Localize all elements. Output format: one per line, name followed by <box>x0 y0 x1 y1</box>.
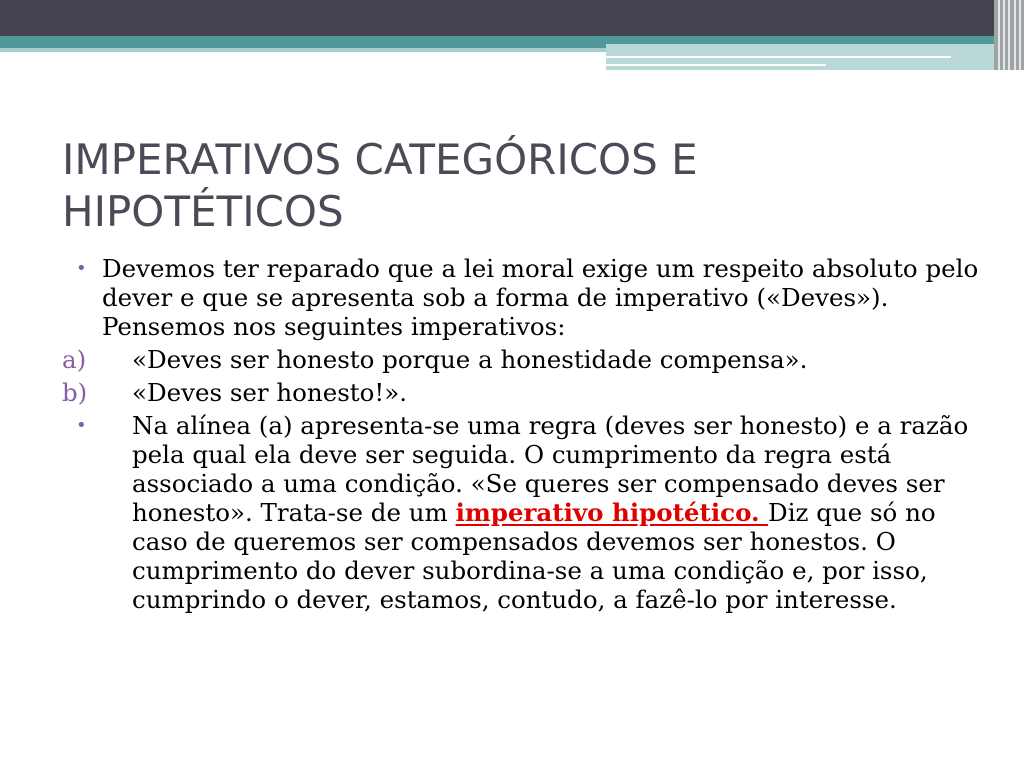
list-letter: b) <box>62 378 88 407</box>
slide-title: IMPERATIVOS CATEGÓRICOS E HIPOTÉTICOS <box>62 135 698 236</box>
bullet-item <box>74 411 994 614</box>
slide-body <box>62 254 994 618</box>
bullet-text: Na alínea (a) apresenta-se uma regra (deves ser honesto) e a razão pela qual ela deve ser seguida. O cumprimento da regra está associado a uma condição. «Se queres ser compensado deves ser honesto». Trata-se de um <box>132 411 969 527</box>
header-banner <box>0 0 1024 36</box>
header-accent-pillar <box>994 0 1024 70</box>
bullet-text: Devemos ter reparado que a lei moral exige um respeito absoluto pelo dever e que se apresenta sob a forma de imperativo («Deves»). Pensemos nos seguintes imperativos: <box>102 254 979 341</box>
list-item-text: «Deves ser honesto porque a honestidade compensa». <box>132 345 808 374</box>
header-accent-rule <box>606 56 951 58</box>
list-item-b <box>62 378 994 407</box>
bullet-icon: • <box>76 415 87 436</box>
bullet-text-continued: Diz que só no caso de queremos ser compensados devemos ser honestos. O cumprimento do dever subordina-se a uma condição e, por isso, cumprindo o dever, estamos, contudo, a fazê-lo por interesse. <box>132 498 936 614</box>
list-item-a <box>62 345 994 374</box>
list-letter: a) <box>62 345 87 374</box>
header-accent-rule <box>606 64 826 66</box>
bullet-item <box>74 254 994 341</box>
bullet-icon: • <box>76 258 87 279</box>
highlighted-term: imperativo hipotético. <box>455 498 769 527</box>
list-item-text: «Deves ser honesto!». <box>132 378 408 407</box>
